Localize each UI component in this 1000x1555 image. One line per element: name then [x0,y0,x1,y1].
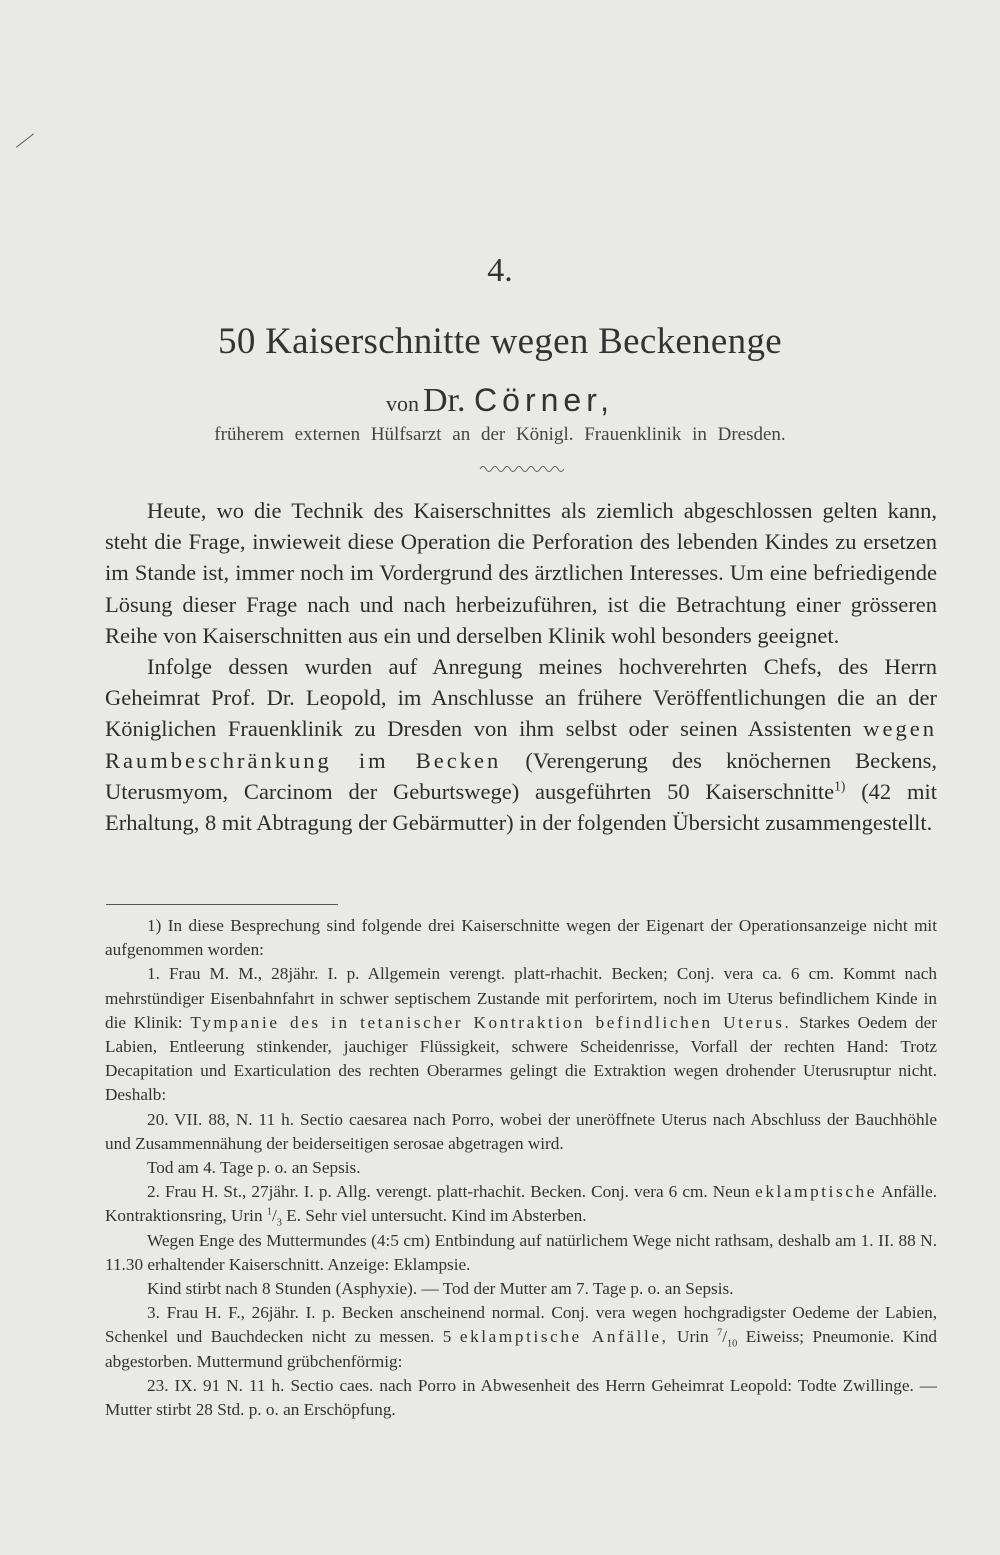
chapter-number: 4. [487,252,513,289]
case-3-text: 3. Frau H. F., 26jähr. I. p. Becken anscheinend normal. Conj. vera wegen hochgradigster Oedeme der Labien, Schenkel und Bauchdecken nicht zu messen. 5 [105,1303,937,1347]
case-3-operation: 23. IX. 91 N. 11 h. Sectio caes. nach Porro in Abwesenheit des Herrn Geheimrat Leopold: Todte Zwillinge. — Mutter stirbt 28 Std. p. o. an Erschöpfung. [105,1375,937,1420]
body-paragraph-2 [105,651,937,838]
case-2-outcome: Kind stirbt nach 8 Stunden (Asphyxie). — Tod der Mutter am 7. Tage p. o. an Sepsis. [147,1279,734,1299]
case-2-text-mid: Anfälle. Kontraktionsring, Urin [105,1182,937,1226]
body-p2-middle: (Verengerung des knöchernen Beckens, Uterusmyom, Carcinom der Geburtswege) ausgeführten 50 Kaiserschnitte [105,747,937,804]
author-affiliation: früherem externen Hülfsarzt an der Königl. Frauenklinik in Dresden. [214,424,786,445]
case-1 [105,962,937,1107]
footnotes [105,914,937,1422]
author-prefix: von [386,391,420,416]
case-3: 3. Frau H. F., 26jähr. I. p. Becken anscheinend normal. Conj. vera wegen hochgradigster Oedeme der Labien, Schenkel und Bauchdecken nicht zu messen. 5 eklamptische Anfälle, Urin $^7/_{10}$ Eiweiss; Pneumonie. Kind abgestorben. Muttermund grübchenförmig: [105,1303,938,1371]
author-title: Dr. [423,382,466,419]
case-2-text: 2. Frau H. St., 27jähr. I. p. Allg. verengt. platt-rhachit. Becken. Conj. vera 6 cm. Neun [147,1182,750,1202]
author-surname: Cörner, [474,382,614,418]
case-2-fraction-den: 3 [276,1217,282,1229]
body-text [105,495,937,838]
body-p2-spaced: wegen Raumbeschränkung im Becken [105,716,937,773]
case-2-operation: Wegen Enge des Muttermundes (4:5 cm) Entbindung auf natürlichem Wege nicht rathsam, deshalb am 1. II. 88 N. 11.30 erhaltender Kaiserschnitt. Anzeige: Eklampsie. [105,1230,937,1274]
case-2-fraction-num: 1 [266,1206,272,1218]
case-2-text-end: E. Sehr viel untersucht. Kind im Absterben. [286,1206,587,1226]
case-3-text-end: Eiweiss; Pneumonie. Kind abgestorben. Muttermund grübchenförmig: [105,1327,938,1371]
body-paragraph-1: Heute, wo die Technik des Kaiserschnittes als ziemlich abgeschlossen gelten kann, steht die Frage, inwieweit diese Operation die Perforation des lebenden Kindes zu ersetzen im Stande ist, immer noch im Vordergrund des ärztlichen Interesses. Um eine befriedigende Lösung dieser Frage nach und nach herbeizuführen, ist die Betrachtung einer grösseren Reihe von Kaiserschnitten aus ein und derselben Klinik wohl besonders geeignet. [105,498,937,648]
stray-pen-mark [16,133,34,147]
body-p2-start: Infolge dessen wurden auf Anregung meines hochverehrten Chefs, des Herrn Geheimrat Prof. Dr. Leopold, im Anschlusse an frühere Veröffentlichungen die an der Königlichen Frauenklinik zu Dresden von ihm selbst oder seinen Assistenten [105,654,937,742]
case-1-spaced: Tympanie des in tetanischer Kontraktion befindlichen Uterus. [190,1012,792,1032]
wavy-ornament [478,462,564,476]
case-2: 2. Frau H. St., 27jähr. I. p. Allg. verengt. platt-rhachit. Becken. Conj. vera 6 cm. Neun eklamptische Anfälle. Kontraktionsring, Urin $^1/_3$ E. Sehr viel untersucht. Kind im Absterben. [105,1182,937,1229]
case-3-fraction-num: 7 [717,1327,723,1339]
case-2-spaced: eklamptische [755,1182,877,1202]
article-title: 50 Kaiserschnitte wegen Beckenenge [218,321,782,362]
body-p2-end: (42 mit Erhaltung, 8 mit Abtragung der Gebärmutter) in der folgenden Übersicht zusammengestellt. [105,778,938,836]
author-line [0,382,1000,420]
case-3-spaced: eklamptische Anfälle, [459,1327,669,1347]
footnote-1: 1) In diese Besprechung sind folgende drei Kaiserschnitte wegen der Eigenart der Operationsanzeige nicht mit aufgenommen worden: [105,916,937,960]
case-1-outcome: Tod am 4. Tage p. o. an Sepsis. [147,1158,361,1178]
author-name [423,382,614,419]
case-3-text-mid: Urin [677,1327,709,1347]
case-1-text: 1. Frau M. M., 28jähr. I. p. Allgemein verengt. platt-rhachit. Becken; Conj. vera ca. 6 cm. Kommt nach mehrstündiger Eisenbahnfahrt in schwer septischem Zustande mit perforirtem, noch im Uterus befindlichem Kinde in die Klinik: [105,964,937,1032]
footnote-rule [106,904,338,905]
case-1-operation: 20. VII. 88, N. 11 h. Sectio caesarea nach Porro, wobei der uneröffnete Uterus nach Abschluss der Bauchhöhle und Zusammennähung der beiderseitigen serosae abgetragen wird. [105,1109,937,1153]
case-1-text-end: Starkes Oedem der Labien, Entleerung stinkender, jauchiger Flüssigkeit, schwere Scheidenrisse, Vorfall der rechten Hand: Trotz Decapitation und Exarticulation des rechten Oberarmes gelingt die Extraktion wegen drohender Uterusruptur nicht. Deshalb: [105,1012,937,1105]
footnote-reference: 1) [834,778,846,794]
case-3-fraction-den: 10 [726,1338,738,1350]
